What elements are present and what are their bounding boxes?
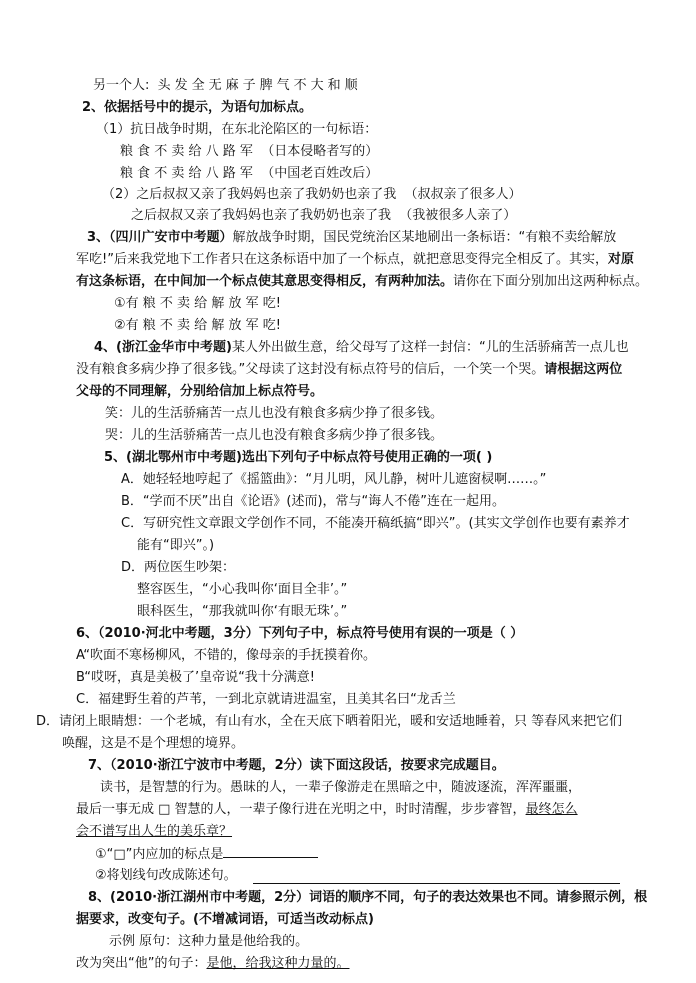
question-2-sub2b: 之后叔叔又亲了我妈妈也亲了我奶奶也亲了我 （我被很多人亲了） <box>131 208 517 223</box>
question-3-line1: 3、（四川广安市中考题）解放战争时期，国民党统治区某地刷出一条标语：“有粮不卖给解放 <box>87 230 617 245</box>
question-3-option1: ①有 粮 不 卖 给 解 放 军 吃! <box>114 296 281 311</box>
question-3-option2: ②有 粮 不 卖 给 解 放 军 吃! <box>114 318 281 333</box>
question-7-item2: ②将划线句改成陈述句。 <box>95 868 237 883</box>
question-3-line3: 有这条标语，在中间加一个标点使其意思变得相反，有两种加法。请你在下面分别加出这两种标点。 <box>76 274 649 289</box>
question-5-option-d: D．两位医生吵架： <box>121 560 236 575</box>
question-8-title-line1: 8、(2010·浙江湖州市中考题，2分）词语的顺序不同，句子的表达效果也不同。请参照示例，根 <box>88 890 648 905</box>
question-6-option-b: B“哎呀，真是美极了’皇帝说“我十分满意! <box>76 670 316 685</box>
line-other-person: 另一个人: 头发全无麻子脾气不大和顺 <box>93 78 362 93</box>
question-5-option-c2: 能有“即兴”。) <box>137 538 215 553</box>
question-2-slogan-a: 粮 食 不 卖 给 八 路 军 （日本侵略者写的） <box>120 144 379 159</box>
answer-blank-1[interactable] <box>223 845 318 858</box>
question-7-passage-line1: 读书，是智慧的行为。愚昧的人，一辈子像游走在黑暗之中，随波逐流，浑浑噩噩， <box>100 780 582 795</box>
question-4-line3: 父母的不同理解，分别给信加上标点符号。 <box>76 384 324 399</box>
question-7-title: 7、（2010·浙江宁波市中考题，2分）读下面这段话，按要求完成题目。 <box>88 758 505 773</box>
question-6-title: 6、（2010·河北中考题，3分）下列句子中，标点符号使用有误的一项是（ ） <box>76 626 524 641</box>
question-2-slogan-b: 粮 食 不 卖 给 八 路 军 （中国老百姓改后） <box>120 166 379 181</box>
question-3-line2: 军吃!”后来我党地下工作者只在这条标语中加了一个标点，就把意思变得完全相反了。其实，对原 <box>76 252 634 267</box>
question-7-item1: ①“□”内应加的标点是 <box>95 845 318 864</box>
question-6-option-d2: 唤醒，这是不是个理想的境界。 <box>62 736 245 751</box>
question-8-example: 示例 原句：这种力量是他给我的。 <box>109 934 309 949</box>
question-6-option-c: C．福建野生着的芦苇，一到北京就请进温室，且美其名曰“龙舌兰 <box>76 692 456 707</box>
question-4-laugh: 笑：儿的生活骄痛苦一点儿也没有粮食多病少挣了很多钱。 <box>105 406 444 421</box>
question-5-option-a: A．她轻轻地哼起了《摇篮曲》：“月儿明，风儿静，树叶儿遮窗棂啊……。” <box>121 472 547 487</box>
question-6-option-a: A“吹面不寒杨柳风，不错的，像母亲的手抚摸着你。 <box>76 648 376 663</box>
question-8-answer: 改为突出“他”的句子：是他，给我这种力量的。 <box>76 956 350 971</box>
line-other-person-text: 头发全无麻子脾气不大和顺 <box>157 78 362 93</box>
question-5-option-d2: 眼科医生，“那我就叫你‘有眼无珠’。” <box>137 604 348 619</box>
question-4-cry: 哭：儿的生活骄痛苦一点儿也没有粮食多病少挣了很多钱。 <box>105 428 444 443</box>
question-5-title: 5、(湖北鄂州市中考题)选出下列句子中标点符号使用正确的一项( ) <box>104 450 493 465</box>
question-8-title-line2: 据要求，改变句子。(不增减词语，可适当改动标点) <box>76 912 374 927</box>
question-2-sub2a: （2）之后叔叔又亲了我妈妈也亲了我奶奶也亲了我 （叔叔亲了很多人） <box>102 187 522 202</box>
question-7-passage-line3: 会不谱写出人生的美乐章？ <box>76 824 233 839</box>
question-2-title: 2、依据括号中的提示，为语句加标点。 <box>82 100 313 115</box>
question-4-line1: 4、(浙江金华市中考题)某人外出做生意，给父母写了这样一封信：“儿的生活骄痛苦一点儿也 <box>94 340 629 355</box>
question-7-passage-line2: 最后一事无成 □ 智慧的人，一辈子像行进在光明之中，时时清醒，步步睿智，最终怎么 <box>76 802 578 817</box>
question-6-option-d1: D．请闭上眼睛想：一个老城，有山有水，全在天底下晒着阳光，暖和安适地睡着，只 等春风来把它们 <box>36 714 623 729</box>
answer-blank-2[interactable] <box>253 883 620 884</box>
question-5-option-c1: C．写研究性文章跟文学创作不同，不能凑开稿纸搞“即兴”。(其实文学创作也要有素养才 <box>121 516 630 531</box>
question-2-sub1: （1）抗日战争时期，在东北沦陷区的一句标语： <box>96 122 378 137</box>
question-5-option-d1: 整容医生，“小心我叫你‘面目全非’。” <box>137 582 348 597</box>
question-4-line2: 没有粮食多病少挣了很多钱。”父母读了这封没有标点符号的信后，一个笑一个哭。请根据这两位 <box>76 362 623 377</box>
underlined-sentence: 最终怎么 <box>525 802 578 817</box>
question-5-option-b: B．“学而不厌”出自《论语》(述而)，常与“诲人不倦”连在一起用。 <box>121 494 506 509</box>
